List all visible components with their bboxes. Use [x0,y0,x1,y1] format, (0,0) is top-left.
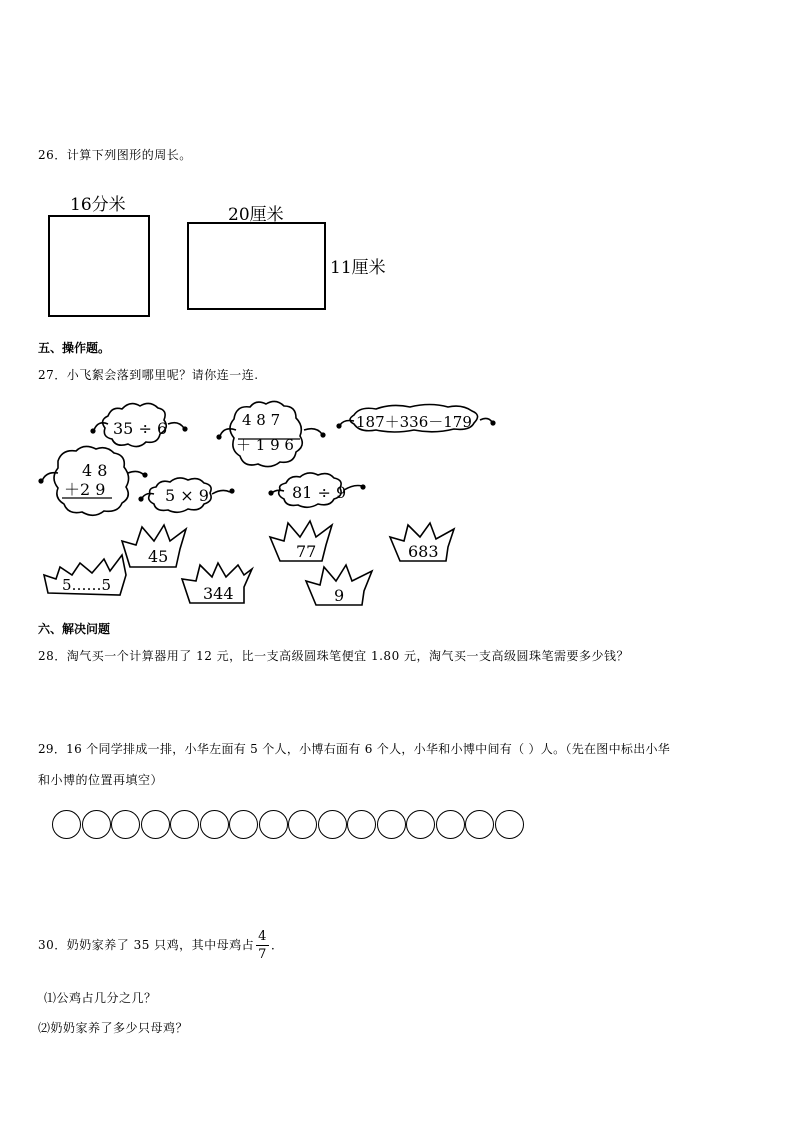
student-circle[interactable] [465,810,494,839]
student-circle[interactable] [141,810,170,839]
q28-text: 28．淘气买一个计算器用了 12 元，比一支高级圆珠笔便宜 1.80 元，淘气买一支高级圆珠笔需要多少钱？ [38,649,630,663]
student-circle[interactable] [52,810,81,839]
cloud-text-4-top: 4 8 [82,461,108,480]
student-circle[interactable] [495,810,524,839]
q30-prefix: 30．奶奶家养了 35 只鸡，其中母鸡占 [38,938,255,952]
cloud-text-6: 81 ÷ 9 [292,483,347,502]
q30-text [38,930,283,961]
grass-text-2: 45 [148,547,169,566]
cloud-text-1: 35 ÷ 6 [113,419,168,438]
q29-text-line1: 29．16 个同学排成一排，小华左面有 5 个人，小博右面有 6 个人，小华和小博中间有（ ）人。（先在图中标出小华 [38,742,671,756]
cloud-text-4-bottom: ＋2 9 [64,480,106,499]
cloud-text-5: 5 × 9 [165,486,209,505]
cloud-text-2-bottom: ＋ 1 9 6 [236,436,294,454]
fraction-numerator: 4 [258,929,267,944]
student-circle[interactable] [288,810,317,839]
rect-side-label: 11厘米 [330,258,386,278]
q30-sub1: ⑴公鸡占几分之几？ [44,991,157,1005]
student-circle[interactable] [406,810,435,839]
grass-text-5: 9 [334,586,345,605]
grass-text-3: 344 [203,584,234,603]
square-side-label: 16分米 [70,195,126,215]
dandelion-matching-figure [0,395,794,615]
q27-text: 27．小飞絮会落到哪里呢？请你连一连. [38,368,259,382]
student-circle[interactable] [318,810,347,839]
cloud-text-3: 187＋336－179 [356,413,472,431]
student-circle[interactable] [82,810,111,839]
q30-sub2: ⑵奶奶家养了多少只母鸡？ [38,1021,189,1035]
grass-text-4: 77 [296,542,317,561]
q26-text: 26．计算下列图形的周长。 [38,148,192,162]
grass-text-6: 683 [408,542,439,561]
student-circle[interactable] [200,810,229,839]
student-circle-row [52,810,524,842]
student-circle[interactable] [259,810,288,839]
q29-text-line2: 和小博的位置再填空） [38,773,164,787]
student-circle[interactable] [377,810,406,839]
rectangle-figure [187,222,326,310]
cloud-text-2-top: 4 8 7 [242,411,281,429]
fraction-denominator: 7 [258,947,267,962]
square-figure [48,215,150,317]
section-5-heading: 五、操作题。 [38,341,111,355]
rect-top-label: 20厘米 [228,205,284,225]
grass-text-1: 5……5 [62,576,112,594]
student-circle[interactable] [170,810,199,839]
fraction-four-sevenths [256,930,269,961]
section-6-heading: 六、解决问题 [38,622,111,636]
q30-suffix: ． [270,938,284,952]
student-circle[interactable] [229,810,258,839]
student-circle[interactable] [111,810,140,839]
student-circle[interactable] [347,810,376,839]
student-circle[interactable] [436,810,465,839]
